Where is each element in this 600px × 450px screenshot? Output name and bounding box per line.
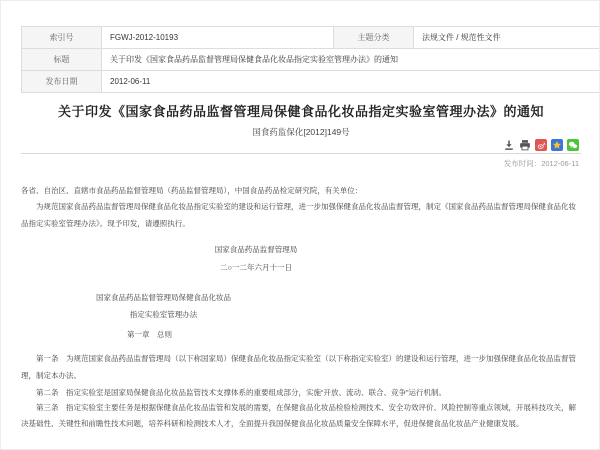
index-number-label: 索引号 bbox=[22, 27, 102, 49]
signature-date: 二○一二年六月十一日 bbox=[219, 262, 293, 272]
attachment-title-line2: 指定实验室管理办法 bbox=[129, 310, 198, 319]
subject-category-label: 主题分类 bbox=[334, 27, 414, 49]
page-title: 关于印发《国家食品药品监督管理局保健食品化妆品指定实验室管理办法》的通知 bbox=[57, 104, 544, 119]
qzone-share-icon[interactable] bbox=[551, 139, 563, 151]
attachment-title bbox=[21, 289, 306, 323]
title-value: 关于印发《国家食品药品监督管理局保健食品化妆品指定实验室管理办法》的通知 bbox=[102, 49, 600, 71]
index-number-value: FGWJ-2012-10193 bbox=[102, 27, 334, 49]
signature-organization: 国家食品药品监督管理局 bbox=[214, 245, 298, 254]
article-clause-3: 第三条 指定实验室主要任务是根据保健食品化妆品监管和发展的需要，在保健食品化妆品检验检测技术、安全功效评价、风险控制等重点领域，开展科技攻关，解决基础性、关键性和前瞻性技术问题，培养科研和检测技术人才，全面提升我国保健食品化妆品质量安全保障水平，促进保健食品化妆品产业健康发展。 bbox=[21, 403, 576, 428]
article-toolbar bbox=[503, 139, 579, 151]
title-label: 标题 bbox=[22, 49, 102, 71]
table-row bbox=[22, 49, 600, 71]
table-row bbox=[22, 27, 600, 49]
chapter-heading: 第一章 总则 bbox=[127, 330, 172, 339]
document-number: 国食药监保化[2012]149号 bbox=[252, 127, 350, 137]
horizontal-divider bbox=[21, 153, 581, 154]
salutation-line: 各省、自治区、直辖市食品药品监督管理局（药品监督管理局），中国食品药品检定研究院，有关单位： bbox=[21, 186, 363, 195]
table-row bbox=[22, 71, 600, 93]
download-icon[interactable] bbox=[503, 139, 515, 151]
publish-time bbox=[504, 158, 579, 169]
article-clause-1: 第一条 为规范国家食品药品监督管理局（以下称国家局）保健食品化妆品指定实验室（以下称指定实验室）的建设和运行管理，进一步加强保健食品化妆品监督管理，制定本办法。 bbox=[21, 354, 576, 380]
subject-category-value: 法规文件 / 规范性文件 bbox=[414, 27, 600, 49]
attachment-title-line1: 国家食品药品监督管理局保健食品化妆品 bbox=[96, 293, 231, 302]
weibo-share-icon[interactable] bbox=[535, 139, 547, 151]
article-clause-2: 第二条 指定实验室是国家局保健食品化妆品监管技术支撑体系的重要组成部分，实施“开放、流动、联合、竞争”运行机制。 bbox=[36, 388, 446, 397]
signature-block bbox=[21, 241, 491, 276]
publish-date-label: 发布日期 bbox=[22, 71, 102, 93]
publish-date-value: 2012-06-11 bbox=[102, 71, 600, 93]
publish-time-label: 发布时间： bbox=[503, 159, 542, 168]
publish-time-value: 2012-06-11 bbox=[541, 159, 579, 168]
print-icon[interactable] bbox=[519, 139, 531, 151]
intro-paragraph: 为规范国家食品药品监督管理局保健食品化妆品指定实验室的建设和运行管理，进一步加强保健食品化妆品监督管理，制定《国家食品药品监督管理局保健食品化妆品指定实验室管理办法》。现予印发，请遵照执行。 bbox=[21, 202, 576, 228]
document-meta-table bbox=[21, 26, 600, 93]
wechat-share-icon[interactable] bbox=[567, 139, 579, 151]
